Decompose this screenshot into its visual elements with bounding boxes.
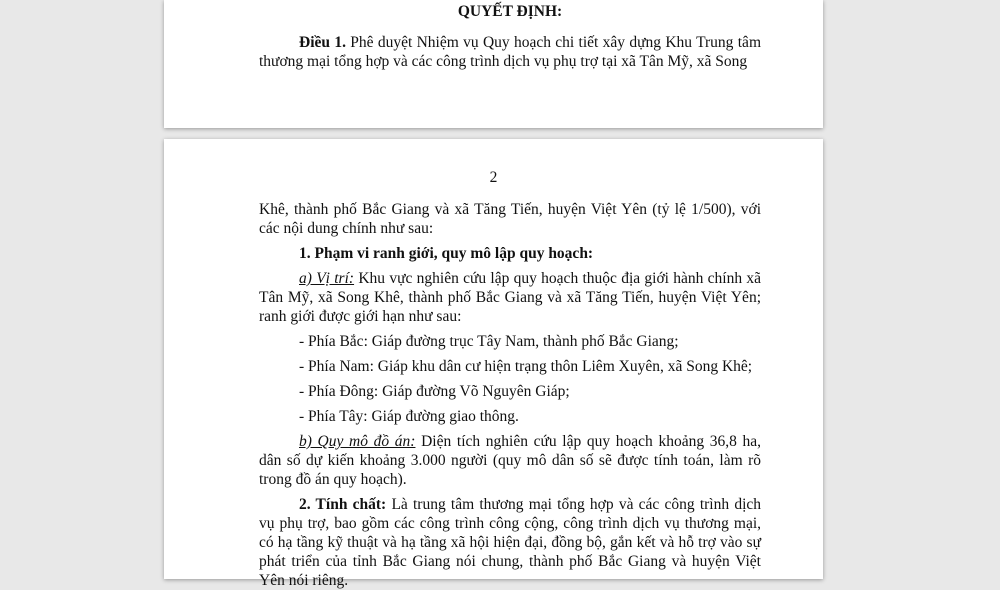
document-page-2 [164,139,823,589]
boundary-south: - Phía Nam: Giáp khu dân cư hiện trạng thôn Liêm Xuyên, xã Song Khê; [299,358,753,375]
location-label: a) Vị trí: [299,270,355,287]
boundary-west: - Phía Tây: Giáp đường giao thông. [299,408,519,425]
document-page-1 [164,0,823,128]
section-2-heading: 2. Tính chất: [299,496,387,513]
article-1-label: Điều 1. [299,34,346,51]
location-text: Khu vực nghiên cứu lập quy hoạch thuộc địa giới hành chính xã Tân Mỹ, xã Song Khê, thành phố Bắc Giang và xã Tăng Tiến, huyện Việt Yên; ranh giới được giới hạn như sau: [259,270,762,325]
boundary-north: - Phía Bắc: Giáp đường trục Tây Nam, thành phố Bắc Giang; [299,333,679,350]
scale-label: b) Quy mô đồ án: [299,433,416,450]
scale-paragraph [259,432,761,489]
decision-title: QUYẾT ĐỊNH: [457,3,563,20]
scale-text: Diện tích nghiên cứu lập quy hoạch khoảng 36,8 ha, dân số dự kiến khoảng 3.000 người (quy mô dân số sẽ được tính toán, làm rõ trong đồ án quy hoạch). [259,433,762,488]
section-1-heading [259,244,761,263]
article-1-text: Phê duyệt Nhiệm vụ Quy hoạch chi tiết xây dựng Khu Trung tâm thương mại tổng hợp và các công trình dịch vụ phụ trợ tại xã Tân Mỹ, xã Song [259,34,761,70]
location-paragraph [259,269,761,326]
section-1-heading-text: 1. Phạm vi ranh giới, quy mô lập quy hoạch: [299,245,594,262]
continuation-paragraph: Khê, thành phố Bắc Giang và xã Tăng Tiến, huyện Việt Yên (tỷ lệ 1/500), với các nội dung chính như sau: [259,201,761,237]
page-number: 2 [489,169,498,186]
boundary-east: - Phía Đông: Giáp đường Võ Nguyên Giáp; [299,383,570,400]
article-1-paragraph [259,33,761,71]
section-2-text: Là trung tâm thương mại tổng hợp và các công trình dịch vụ phụ trợ, bao gồm các công trình công cộng, công trình dịch vụ thương mại, có hạ tầng kỹ thuật và hạ tầng xã hội hiện đại, đồng bộ, gắn kết và hỗ trợ vào sự phát triển của tỉnh Bắc Giang nói chung, thành phố Bắc Giang và huyện Việt Yên nói riêng. [259,496,762,589]
section-2-paragraph [259,495,761,590]
